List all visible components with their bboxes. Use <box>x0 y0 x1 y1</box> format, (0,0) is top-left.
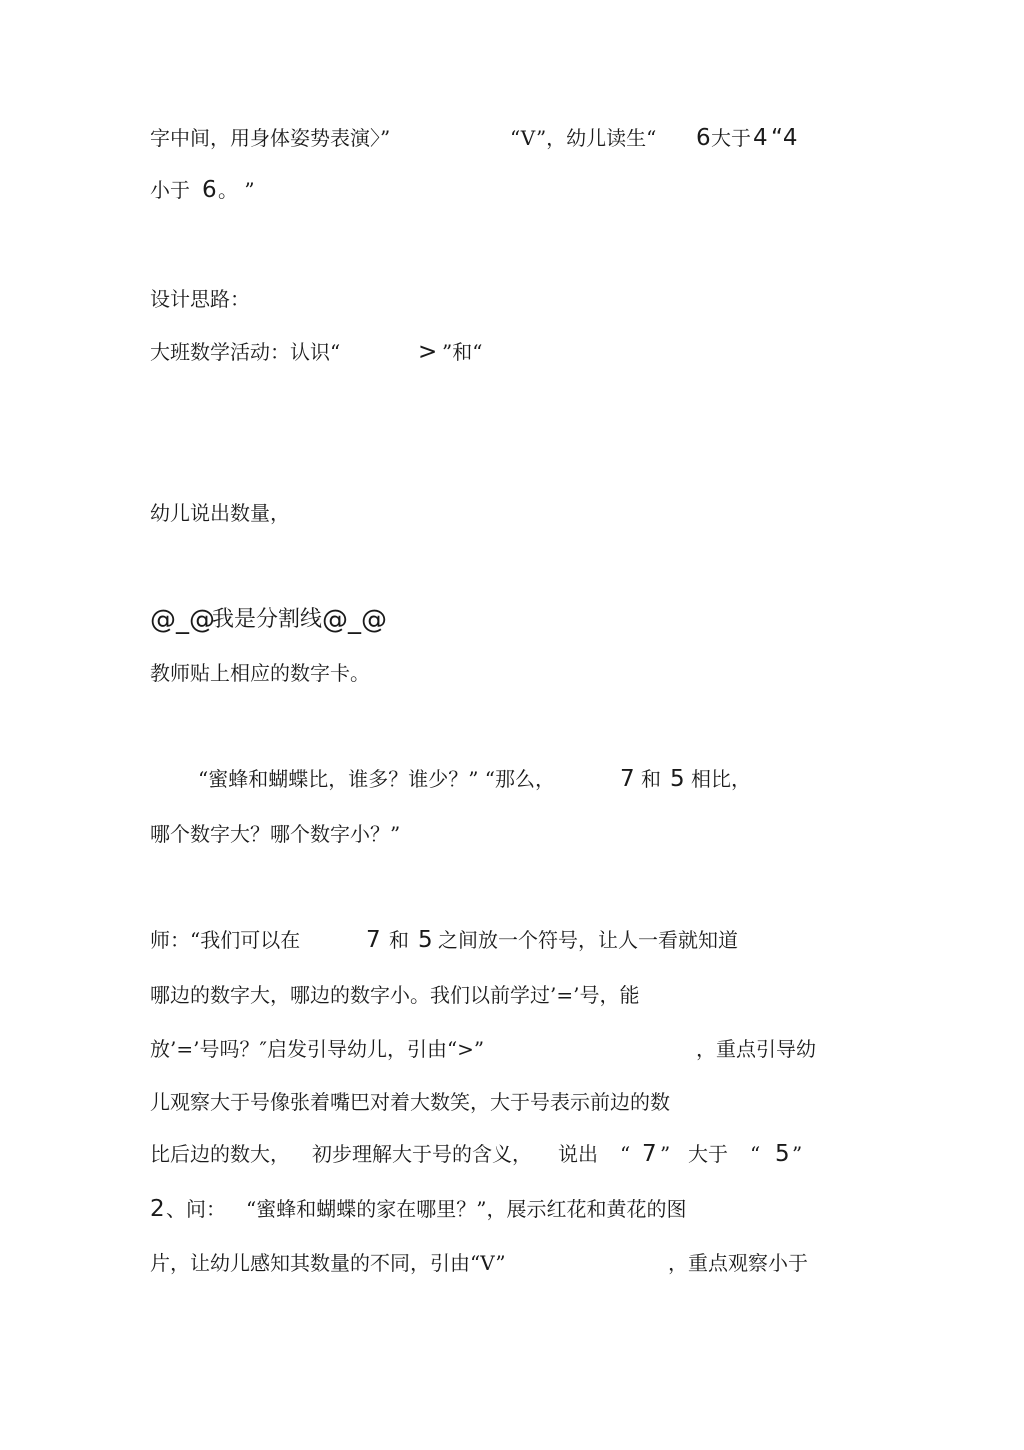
line-12-segment-a: 放’=’号吗？″启发引导幼儿，引由“>” <box>150 1037 485 1061</box>
line-15-number-2: 2 <box>150 1196 165 1222</box>
line-14-open-quote-2: “ <box>750 1142 761 1166</box>
line-2-segment-c: 。 ” <box>218 178 255 202</box>
line-14-segment-g: 大于 <box>688 1142 728 1166</box>
line-10-segment-a: 师：“我们可以在 <box>150 928 301 952</box>
line-4-segment-c: ”和“ <box>442 340 483 364</box>
line-14-segment-a: 比后边的数大， <box>150 1142 290 1166</box>
line-15-segment-b: 、问： <box>166 1197 226 1221</box>
line-14-open-quote-1: “ <box>620 1142 631 1166</box>
line-14-number-5: 5 <box>775 1141 790 1167</box>
line-15-segment-c: “蜜蜂和蝴蝶的家在哪里？”，展示红花和黄花的图 <box>246 1197 687 1221</box>
line-8-number-7: 7 <box>620 766 635 792</box>
text-line-5: 幼儿说出数量， <box>150 501 290 525</box>
line-4-greater-sign: > <box>418 339 438 365</box>
line-1-segment-d: 大于 <box>711 126 751 150</box>
divider-label: 我是分割线 <box>212 607 323 632</box>
line-4-segment-a: 大班数学活动：认识“ <box>150 340 341 364</box>
line-14-segment-b: 初步理解大于号的含义， <box>312 1142 532 1166</box>
text-line-13: 儿观察大于号像张着嘴巴对着大数笑，大于号表示前边的数 <box>150 1090 670 1114</box>
line-8-segment-a: “蜜蜂和蝴蝶比，谁多？谁少？” “那么， <box>198 767 556 791</box>
divider-right-mark: @_@ <box>322 605 387 635</box>
line-1-segment-a: 字中间，用身体姿势表演〉” <box>150 126 391 150</box>
text-line-3: 设计思路： <box>150 287 250 311</box>
line-1-number-4: 4 <box>753 125 768 151</box>
line-14-close-quote-2: ” <box>792 1142 803 1166</box>
line-8-number-5: 5 <box>670 766 685 792</box>
text-line-9: 哪个数字大？哪个数字小？” <box>150 822 401 846</box>
line-10-number-5: 5 <box>418 927 433 953</box>
line-8-segment-c: 和 <box>641 767 661 791</box>
line-14-number-7: 7 <box>642 1141 657 1167</box>
line-1-number-6: 6 <box>696 125 711 151</box>
line-1-segment-f: “4 <box>771 125 798 151</box>
line-2-number-6: 6 <box>202 177 217 203</box>
line-16-segment-b: ，重点观察小于 <box>668 1251 808 1275</box>
divider-left-mark: @_@ <box>150 605 215 635</box>
line-12-segment-b: ，重点引导幼 <box>696 1037 816 1061</box>
line-16-segment-a: 片，让幼儿感知其数量的不同，引由“V” <box>150 1251 506 1275</box>
line-10-segment-e: 之间放一个符号，让人一看就知道 <box>438 928 738 952</box>
line-14-segment-c: 说出 <box>558 1142 598 1166</box>
line-1-segment-b: “V”，幼儿读生“ <box>510 126 657 150</box>
text-line-7: 教师贴上相应的数字卡。 <box>150 661 370 685</box>
text-line-11: 哪边的数字大，哪边的数字小。我们以前学过’=’号，能 <box>150 983 640 1007</box>
line-14-close-quote-1: ” <box>660 1142 671 1166</box>
line-10-number-7: 7 <box>366 927 381 953</box>
line-2-segment-a: 小于 <box>150 178 190 202</box>
line-10-segment-c: 和 <box>389 928 409 952</box>
line-8-segment-e: 相比， <box>691 767 751 791</box>
